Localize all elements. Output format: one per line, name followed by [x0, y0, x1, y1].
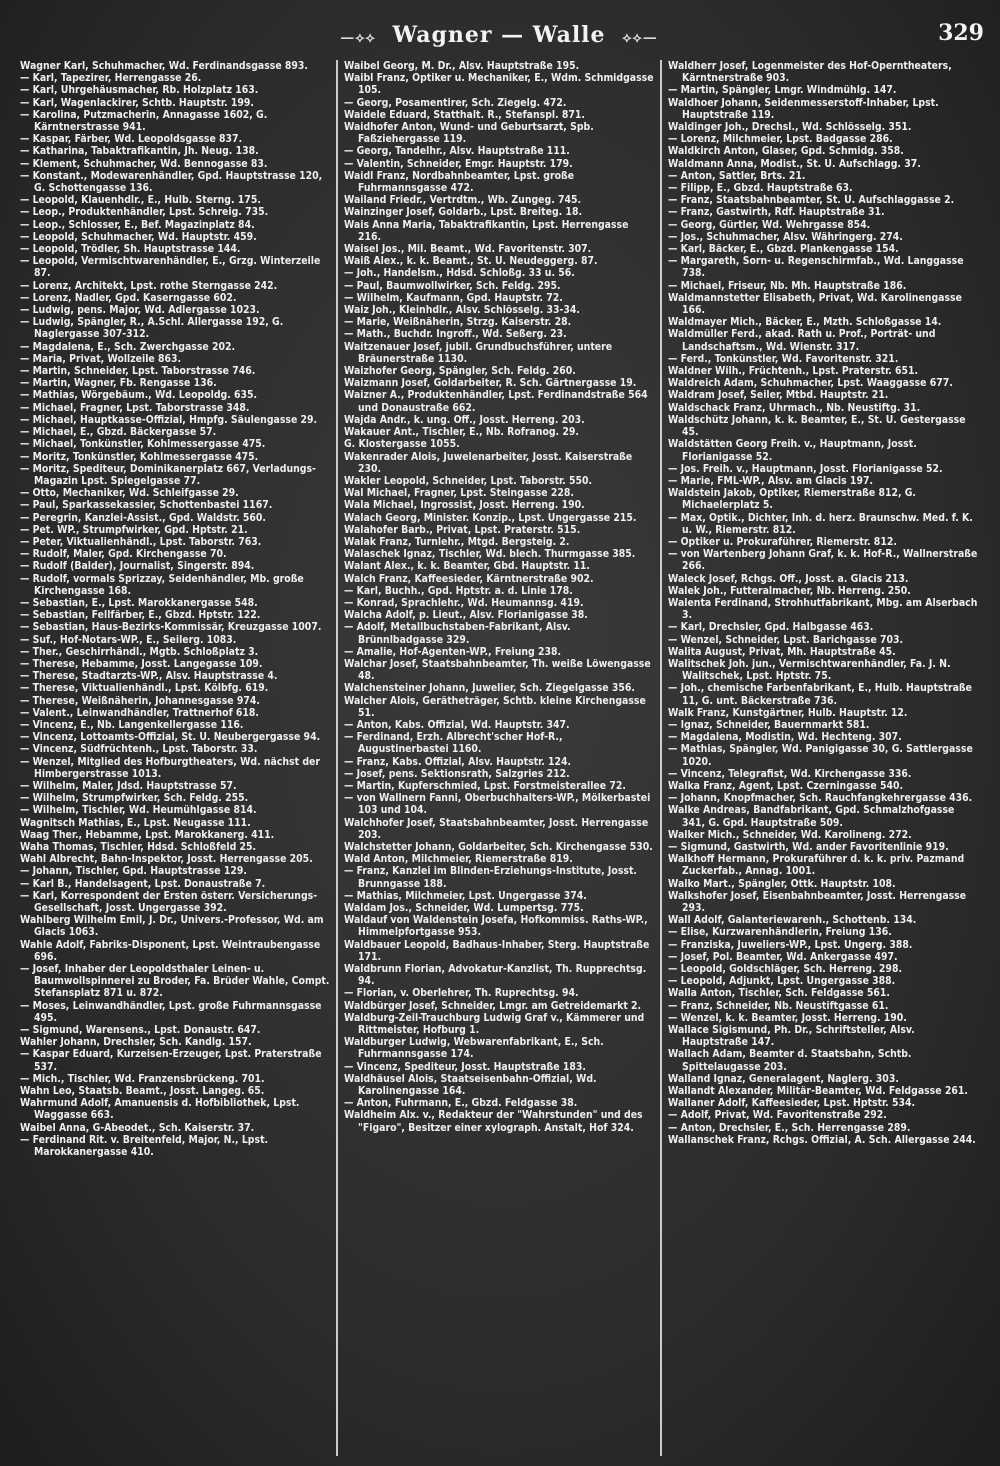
directory-entry: — Valentin, Schneider, Emgr. Hauptstr. 179.: [344, 157, 573, 170]
directory-entry: — Wilhelm, Maler, Jdsd. Hauptstrasse 57.: [20, 779, 237, 792]
directory-entry: — Mich., Tischler, Wd. Franzensbrückeng. 701.: [20, 1072, 265, 1085]
directory-entry: — Ferd., Tonkünstler, Wd. Favoritenstr. 321.: [668, 352, 899, 365]
directory-entry: — Marie, FML-WP., Alsv. am Glacis 197.: [668, 474, 873, 487]
directory-entry: Walita August, Privat, Mh. Hauptstraße 45.: [668, 645, 896, 658]
directory-entry: Walker Mich., Schneider, Wd. Karolineng. 272.: [668, 828, 912, 841]
directory-entry: Waldstein Jakob, Optiker, Riemerstraße 812, G. Michaelerplatz 5.: [668, 487, 916, 512]
directory-entry: — Vincenz, Spediteur, Josst. Hauptstraße 183.: [344, 1060, 586, 1073]
directory-entry: Waldstätten Georg Freih. v., Hauptmann, Josst. Florianigasse 52.: [668, 438, 917, 463]
directory-entry: Waldburg-Zeil-Trauchburg Ludwig Graf v., Kämmerer und Rittmeister, Hofburg 1.: [344, 1011, 645, 1037]
directory-entry: — Vincenz, Telegrafist, Wd. Kirchengasse 336.: [668, 767, 912, 780]
directory-entry: — Wilhelm, Tischler, Wd. Heumühlgasse 814.: [20, 804, 257, 817]
directory-entry: Walcha Adolf, p. Lieut., Alsv. Florianigasse 38.: [344, 609, 588, 622]
directory-entry: Wais Anna Maria, Tabaktrafikantin, Lpst. Herrengasse 216.: [344, 218, 629, 243]
directory-entry: Walchstetter Johann, Goldarbeiter, Sch. Kirchengasse 530.: [344, 841, 653, 853]
directory-entry: Waidl Franz, Nordbahnbeamter, Lpst. große Fuhrmannsgasse 472.: [344, 169, 575, 195]
directory-entry: — Karl, Korrespondent der Ersten österr. Versicherungs-Gesellschaft, Josst. Ungergasse 392.: [20, 889, 318, 915]
directory-entry: Wallanschek Franz, Rchgs. Offizial, A. Sch. Allergasse 244.: [668, 1133, 976, 1146]
directory-entry: Walach Georg, Minister. Konzip., Lpst. Ungergasse 215.: [344, 511, 637, 524]
column-divider: [336, 60, 338, 1456]
directory-entry: Wallaner Adolf, Kaffeesieder, Lpst. Hptstr. 534.: [668, 1097, 916, 1110]
directory-entry: — Adolf, Privat, Wd. Favoritenstraße 292.: [668, 1109, 887, 1122]
directory-entry: — Therese, Viktualienhändl., Lpst. Kölbfg. 619.: [20, 682, 269, 695]
directory-entry: Wallace Sigismund, Ph. Dr., Schriftsteller, Alsv. Hauptstraße 147.: [668, 1024, 915, 1049]
directory-entry: Waag Ther., Hebamme, Lpst. Marokkanerg. 411.: [20, 828, 275, 841]
directory-entry: — Peregrin, Kanzlei-Assist., Gpd. Waldstr. 560.: [20, 511, 266, 524]
directory-entry: Walland Ignaz, Generalagent, Naglerg. 303.: [668, 1072, 899, 1085]
directory-entry: Wagner Karl, Schuhmacher, Wd. Ferdinandsgasse 893.: [20, 60, 308, 72]
directory-entry: — Vincenz, E., Nb. Langenkellergasse 116.: [20, 718, 244, 731]
directory-entry: — Josef, Pol. Beamter, Wd. Ankergasse 497.: [668, 950, 898, 963]
directory-entry: — Valent., Leinwandhändler, Trattnerhof 618.: [20, 706, 259, 719]
directory-entry: — Klement, Schuhmacher, Wd. Bennogasse 83.: [20, 157, 268, 170]
directory-entry: — Anton, Drechsler, E., Sch. Herrengasse 289.: [668, 1121, 911, 1134]
running-title-text: Wagner — Walle: [392, 22, 606, 48]
ornament-left-icon: —⟡⟡: [340, 30, 376, 46]
directory-entry: Waldmüller Ferd., akad. Rath u. Prof., Porträt- und Landschaftsm., Wd. Wienstr. 317.: [668, 328, 936, 353]
directory-entry: — Katharina, Tabaktrafikantin, Jh. Neug. 138.: [20, 145, 259, 158]
directory-entry: — Jos. Freih. v., Hauptmann, Josst. Florianigasse 52.: [668, 462, 943, 475]
directory-entry: Wagnitsch Mathias, E., Lpst. Neugasse 111.: [20, 816, 251, 829]
directory-entry: — Franz, Staatsbahnbeamter, St. U. Aufschlaggasse 2.: [668, 194, 955, 207]
directory-entry: Walch Franz, Kaffeesieder, Kärntnerstraße 902.: [344, 572, 594, 585]
directory-entry: Wala Michael, Ingrossist, Josst. Herreng. 190.: [344, 499, 585, 512]
directory-entry: Walenta Ferdinand, Strohhutfabrikant, Mbg. am Alserbach 3.: [668, 596, 978, 622]
directory-entry: — Sebastian, Haus-Bezirks-Kommissär, Kreuzgasse 1007.: [20, 621, 322, 634]
directory-entry: — Martin, Wagner, Fb. Rengasse 136.: [20, 377, 217, 390]
directory-entry: Waldreich Adam, Schuhmacher, Lpst. Waaggasse 677.: [668, 377, 953, 390]
directory-entry: Waldburger Ludwig, Webwarenfabrikant, E., Sch. Fuhrmannsgasse 174.: [344, 1036, 604, 1061]
directory-entry: — Karl, Tapezirer, Herrengasse 26.: [20, 72, 202, 85]
directory-entry: Waldam Jos., Schneider, Wd. Lumpertsg. 775.: [344, 902, 584, 915]
directory-entry: — Peter, Viktualienhändl., Lpst. Taborstr. 763.: [20, 535, 262, 548]
directory-entry: — Wenzel, Schneider, Lpst. Barichgasse 703.: [668, 633, 904, 646]
directory-entry: — Leopold, Trödler, Sh. Hauptstrasse 144.: [20, 243, 241, 256]
directory-entry: Wal Michael, Fragner, Lpst. Steingasse 228.: [344, 487, 574, 500]
directory-entry: — Suf., Hof-Notars-WP., E., Seilerg. 1083.: [20, 633, 237, 646]
directory-entry: — Pet. WP., Strumpfwirker, Gpd. Hptstr. 21.: [20, 523, 248, 536]
directory-entry: — Paul, Sparkassekassier, Schottenbastei 1167.: [20, 499, 273, 512]
directory-entry: — von Wallnern Fanni, Oberbuchhalters-WP., Mölkerbastei 103 und 104.: [344, 792, 651, 817]
directory-entry: — Paul, Baumwollwirker, Sch. Feldg. 295.: [344, 279, 561, 292]
directory-entry: — Johann, Tischler, Gpd. Hauptstrasse 129.: [20, 865, 247, 878]
directory-entry: — Franz, Schneider, Nb. Neustiftgasse 61.: [668, 999, 889, 1012]
directory-entry: Wall Adolf, Galanteriewarenh., Schottenb. 134.: [668, 914, 917, 927]
directory-entry: — Karl, Bäcker, E., Gbzd. Plankengasse 154.: [668, 243, 899, 256]
directory-entry: Waiz Joh., Kleinhdlr., Alsv. Schlösselg. 33-34.: [344, 304, 580, 317]
directory-entry: — Leopold, Klauenhdlr., E., Hulb. Sterng. 175.: [20, 194, 261, 207]
directory-entry: Wallandt Alexander, Militär-Beamter, Wd. Feldgasse 261.: [668, 1085, 968, 1098]
directory-entry: — Michael, Tonkünstler, Kohlmessergasse 475.: [20, 438, 266, 451]
directory-entry: — Moritz, Spediteur, Dominikanerplatz 667, Verladungs-Magazin Lpst. Spiegelgasse 77.: [20, 462, 316, 487]
directory-entry: — Wenzel, Mitglied des Hofburgtheaters, Wd. nächst der Himbergerstrasse 1013.: [20, 755, 320, 780]
directory-entry: Wakenrader Alois, Juwelenarbeiter, Josst. Kaiserstraße 230.: [344, 450, 633, 475]
directory-entry: Waizmann Josef, Goldarbeiter, R. Sch. Gärtnergasse 19.: [344, 377, 637, 390]
directory-entry: Waldhoer Johann, Seidenmesserstoff-Inhaber, Lpst. Hauptstraße 119.: [668, 96, 939, 121]
directory-entry: — Franziska, Juweliers-WP., Lpst. Ungerg. 388.: [668, 938, 913, 951]
directory-entry: — Leopold, Schuhmacher, Wd. Hauptstr. 459.: [20, 230, 257, 243]
directory-entry: — Amalie, Hof-Agenten-WP., Freiung 238.: [344, 645, 562, 658]
directory-entry: — Michael, Hauptkasse-Offizial, Hmpfg. Säulengasse 29.: [20, 413, 318, 426]
directory-entry: — Maria, Privat, Wollzeile 863.: [20, 352, 182, 365]
directory-entry: — Franz, Gastwirth, Rdf. Hauptstraße 31.: [668, 206, 885, 219]
ornament-right-icon: ⟡⟡—: [622, 30, 658, 46]
directory-entry: — Moritz, Tonkünstler, Kohlmessergasse 475.: [20, 450, 259, 463]
directory-entry: Waha Thomas, Tischler, Hdsd. Schloßfeld 25.: [20, 841, 257, 853]
directory-entry: — Konrad, Sprachlehr., Wd. Heumannsg. 419.: [344, 596, 584, 609]
directory-entry: — Kaspar Eduard, Kurzeisen-Erzeuger, Lpst. Praterstraße 537.: [20, 1048, 322, 1073]
directory-entry: — Ignaz, Schneider, Bauernmarkt 581.: [668, 718, 870, 731]
directory-entry: — Georg, Posamentirer, Sch. Ziegelg. 472.: [344, 96, 567, 109]
directory-entry: Waldmayer Mich., Bäcker, E., Mzth. Schloßgasse 14.: [668, 316, 942, 329]
column-2: [338, 60, 660, 1456]
directory-entry: — Mathias, Milchmeier, Lpst. Ungergasse 374.: [344, 889, 587, 902]
directory-entry: — Leopold, Adjunkt, Lpst. Ungergasse 388.: [668, 975, 896, 988]
directory-entry: — Wilhelm, Kaufmann, Gpd. Hauptstr. 72.: [344, 291, 563, 304]
directory-entry: — Math., Buchdr. Ingroff., Wd. Seßerg. 23.: [344, 328, 567, 341]
directory-entry: — Martin, Kupferschmied, Lpst. Forstmeisterallee 72.: [344, 779, 626, 792]
directory-entry: — Therese, Hebamme, Josst. Langegasse 109.: [20, 657, 263, 670]
directory-entry: — Mathias, Wörgebäum., Wd. Leopoldg. 635.: [20, 389, 258, 402]
directory-entry: Wahl Albrecht, Bahn-Inspektor, Josst. Herrengasse 205.: [20, 853, 313, 866]
directory-entry: — Martin, Spängler, Lmgr. Windmühlg. 147.: [668, 84, 897, 97]
directory-entry: — Josef, Inhaber der Leopoldsthaler Leinen- u. Baumwollspinnerei zu Broder, Fa. Brüder Wahle, Compt. Stefansplatz 871 u. 872.: [20, 963, 330, 1000]
directory-entry: — Karl, Uhrgehäusmacher, Rb. Holzplatz 163.: [20, 84, 259, 97]
directory-entry: Wailand Friedr., Vertrdtm., Wb. Zungeg. 745.: [344, 194, 582, 207]
directory-entry: Waleck Josef, Rchgs. Off., Josst. a. Glacis 213.: [668, 572, 909, 585]
directory-entry: — Johann, Knopfmacher, Sch. Rauchfangkehrergasse 436.: [668, 792, 973, 805]
directory-entry: Wajda Andr., k. ung. Off., Josst. Herreng. 203.: [344, 413, 585, 426]
directory-entry: — Vincenz, Südfrüchtenh., Lpst. Taborstr. 33.: [20, 743, 258, 756]
directory-entry: — Anton, Kabs. Offizial, Wd. Hauptstr. 347.: [344, 718, 570, 731]
directory-entry: — von Wartenberg Johann Graf, k. k. Hof-R., Wallnerstraße 266.: [668, 548, 978, 573]
directory-entry: Wahn Leo, Staatsb. Beamt., Josst. Langeg. 65.: [20, 1085, 265, 1098]
directory-entry: — Michael, E., Gbzd. Bäckergasse 57.: [20, 426, 217, 439]
column-1: [14, 60, 336, 1456]
directory-entry: — Leop., Produktenhändler, Lpst. Schreig. 735.: [20, 206, 269, 219]
directory-entry: — Karl, Buchh., Gpd. Hptstr. a. d. Linie 178.: [344, 584, 573, 597]
directory-entry: Walitschek Joh. jun., Vermischtwarenhändler, Fa. J. N. Walitschek, Lpst. Hptstr. 75.: [668, 657, 951, 683]
directory-entry: — Rudolf, vormals Sprizzay, Seidenhändler, Mb. große Kirchengasse 168.: [20, 572, 304, 597]
directory-entry: — Karolina, Putzmacherin, Annagasse 1602, G. Kärntnerstrasse 941.: [20, 108, 268, 134]
directory-entry: Waldner Wilh., Früchtenh., Lpst. Praterstr. 651.: [668, 365, 919, 378]
directory-entry: — Therese, Weißnäherin, Johannesgasse 974.: [20, 694, 260, 707]
directory-entry: Walahofer Barb., Privat, Lpst. Praterstr. 515.: [344, 523, 581, 536]
directory-entry: Waizhofer Georg, Spängler, Sch. Feldg. 260.: [344, 365, 576, 378]
directory-entry: Waisel Jos., Mil. Beamt., Wd. Favoritenstr. 307.: [344, 243, 592, 256]
directory-entry: — Magdalena, Modistin, Wd. Hechteng. 307.: [668, 731, 902, 744]
directory-entry: — Karl, Wagenlackirer, Schtb. Hauptstr. 199.: [20, 96, 254, 109]
directory-entry: — Sebastian, Fellfärber, E., Gbzd. Hptstr. 122.: [20, 609, 261, 622]
directory-entry: — Jos., Schuhmacher, Alsv. Währingerg. 274.: [668, 230, 903, 243]
directory-entry: — Filipp, E., Gbzd. Hauptstraße 63.: [668, 182, 853, 195]
directory-entry: Wahlberg Wilhelm Emil, J. Dr., Univers.-Professor, Wd. am Glacis 1063.: [20, 914, 324, 939]
directory-entry: Walchar Josef, Staatsbahnbeamter, Th. weiße Löwengasse 48.: [344, 657, 651, 683]
directory-entry: Waibel Georg, M. Dr., Alsv. Hauptstraße 195.: [344, 60, 580, 72]
directory-entry: — Georg, Gürtler, Wd. Wehrgasse 854.: [668, 218, 871, 231]
running-title: [14, 22, 984, 48]
column-3: [662, 60, 984, 1456]
directory-entry: Waldschack Franz, Uhrmach., Nb. Neustiftg. 31.: [668, 401, 921, 414]
directory-entry: Walak Franz, Turnlehr., Mtgd. Bergsteig. 2.: [344, 535, 570, 548]
directory-entry: — Adolf, Metallbuchstaben-Fabrikant, Alsv. Brünnlbadgasse 329.: [344, 621, 571, 646]
directory-entry: Wakler Leopold, Schneider, Lpst. Taborstr. 550.: [344, 474, 593, 487]
directory-entry: Waldbrunn Florian, Advokatur-Kanzlist, Th. Rupprechtsg. 94.: [344, 963, 647, 988]
directory-entry: — Michael, Friseur, Nb. Mh. Hauptstraße 186.: [668, 279, 907, 292]
directory-entry: — Sigmund, Warensens., Lpst. Donaustr. 647.: [20, 1024, 261, 1037]
directory-entry: — Michael, Fragner, Lpst. Taborstrasse 348.: [20, 401, 250, 414]
directory-entry: Walkshofer Josef, Eisenbahnbeamter, Josst. Herrengasse 293.: [668, 889, 967, 915]
directory-entry: — Vincenz, Lottoamts-Offizial, St. U. Neubergergasse 94.: [20, 731, 321, 744]
directory-entry: Waldmann Anna, Modist., St. U. Aufschlagg. 37.: [668, 157, 921, 170]
directory-entry: — Magdalena, E., Sch. Zwerchgasse 202.: [20, 340, 236, 353]
directory-entry: — Rudolf, Maler, Gpd. Kirchengasse 70.: [20, 548, 227, 561]
directory-entry: — Leop., Schlosser, E., Bef. Magazinplatz 84.: [20, 218, 255, 231]
page-header: [14, 12, 984, 60]
directory-entry: — Wilhelm, Strumpfwirker, Sch. Feldg. 255.: [20, 792, 249, 805]
directory-entry: — Margareth, Sorn- u. Regenschirmfab., Wd. Langgasse 738.: [668, 255, 964, 280]
directory-entry: Waldkirch Anton, Glaser, Gpd. Schmidg. 358.: [668, 145, 904, 158]
directory-entry: Waldhäusel Alois, Staatseisenbahn-Offizial, Wd. Karolinengasse 164.: [344, 1072, 597, 1098]
directory-entry: — Florian, v. Oberlehrer, Th. Ruprechtsg. 94.: [344, 987, 579, 1000]
directory-entry: Waldmannstetter Elisabeth, Privat, Wd. Karolinengasse 166.: [668, 291, 962, 317]
directory-entry: Walant Alex., k. k. Beamter, Gbd. Hauptstr. 11.: [344, 560, 590, 573]
directory-entry: — Lorenz, Nadler, Gpd. Kaserngasse 602.: [20, 291, 237, 304]
directory-entry: — Ferdinand Rit. v. Breitenfeld, Major, N., Lpst. Marokkanergasse 410.: [20, 1133, 269, 1159]
directory-entry: Walchhofer Josef, Staatsbahnbeamter, Josst. Herrengasse 203.: [344, 816, 649, 841]
directory-entry: — Lorenz, Milchmeier, Lpst. Badgasse 286.: [668, 133, 893, 146]
directory-entry: Walke Andreas, Bandfabrikant, Gpd. Schmalzhofgasse 341, G. Gpd. Hauptstraße 509.: [668, 804, 955, 829]
directory-entry: Waidhofer Anton, Wund- und Geburtsarzt, Spb. Faßziehergasse 119.: [344, 121, 594, 146]
directory-entry: Waiß Alex., k. k. Beamt., St. U. Neudeggerg. 87.: [344, 255, 598, 268]
directory-entry: — Ther., Geschirrhändl., Mgtb. Schloßplatz 3.: [20, 645, 259, 658]
directory-entry: — Anton, Fuhrmann, E., Gbzd. Feldgasse 38.: [344, 1097, 578, 1110]
directory-entry: — Mathias, Spängler, Wd. Panigigasse 30, G. Sattlergasse 1020.: [668, 743, 973, 768]
directory-entry: Waitzenauer Josef, jubil. Grundbuchsführer, untere Bräunerstraße 1130.: [344, 340, 613, 365]
directory-entry: Waidele Eduard, Statthalt. R., Stefanspl. 871.: [344, 108, 585, 121]
directory-entry: Walchensteiner Johann, Juwelier, Sch. Ziegelgasse 356.: [344, 682, 635, 695]
directory-entry: Waldram Josef, Seiler, Mtbd. Hauptstr. 21.: [668, 389, 889, 402]
directory-columns: [14, 60, 984, 1456]
directory-entry: — Martin, Schneider, Lpst. Taborstrasse 746.: [20, 365, 256, 378]
directory-entry: Walek Joh., Futteralmacher, Nb. Herreng. 250.: [668, 584, 911, 597]
directory-entry: Waldschütz Johann, k. k. Beamter, E., St. U. Gestergasse 45.: [668, 413, 966, 439]
directory-entry: Waldbauer Leopold, Badhaus-Inhaber, Sterg. Hauptstraße 171.: [344, 938, 650, 963]
directory-entry: Walcher Alois, Gerätheträger, Schtb. kleine Kirchengasse 51.: [344, 694, 646, 719]
directory-entry: — Josef, pens. Sektionsrath, Salzgries 212.: [344, 767, 570, 780]
directory-entry: Walaschek Ignaz, Tischler, Wd. blech. Thurmgasse 385.: [344, 548, 636, 561]
directory-entry: Waldherr Josef, Logenmeister des Hof-Operntheaters, Kärntnerstraße 903.: [668, 60, 952, 85]
directory-entry: — Sebastian, E., Lpst. Marokkanergasse 548.: [20, 596, 258, 609]
directory-entry: — Max, Optik., Dichter, Inh. d. herz. Braunschw. Med. f. K. u. W., Riemerstr. 812.: [668, 511, 973, 536]
directory-entry: Wallach Adam, Beamter d. Staatsbahn, Schtb. Spittelaugasse 203.: [668, 1048, 912, 1073]
directory-entry: Walk Franz, Kunstgärtner, Hulb. Hauptstr. 12.: [668, 706, 908, 719]
directory-entry: — Elise, Kurzwarenhändlerin, Freiung 136.: [668, 926, 892, 939]
directory-entry: — Kaspar, Färber, Wd. Leopoldsgasse 837.: [20, 133, 243, 146]
directory-entry: Wakauer Ant., Tischler, E., Nb. Rofranog. 29.: [344, 426, 579, 439]
page-number: 329: [938, 20, 984, 46]
directory-entry: — Wenzel, k. k. Beamter, Josst. Herreng. 190.: [668, 1011, 907, 1024]
directory-entry: — Otto, Mechaniker, Wd. Schleifgasse 29.: [20, 487, 239, 500]
directory-entry: Walkhoff Hermann, Prokuraführer d. k. k. priv. Pazmand Zuckerfab., Annag. 1001.: [668, 853, 965, 878]
directory-entry: Waibel Anna, G-Abeodet., Sch. Kaiserstr. 37.: [20, 1121, 255, 1134]
directory-entry: — Rudolf (Balder), Journalist, Singerstr. 894.: [20, 560, 255, 573]
directory-entry: Walko Mart., Spängler, Ottk. Hauptstr. 108.: [668, 877, 896, 890]
directory-entry: — Lorenz, Architekt, Lpst. rothe Sterngasse 242.: [20, 279, 278, 292]
directory-entry: — Konstant., Modewarenhändler, Gpd. Hauptstrasse 120, G. Schottengasse 136.: [20, 169, 323, 195]
directory-entry: — Ludwig, pens. Major, Wd. Adlergasse 1023.: [20, 304, 260, 317]
directory-entry: Wahrmund Adolf, Amanuensis d. Hofbibliothek, Lpst. Waggasse 663.: [20, 1097, 300, 1122]
directory-entry: Waldheim Alx. v., Redakteur der "Wahrstunden" und des "Figaro", Besitzer einer xylograph. Anstalt, Hof 324.: [344, 1109, 643, 1134]
directory-entry: — Marie, Weißnäherin, Strzg. Kaiserstr. 28.: [344, 316, 572, 329]
directory-entry: Waizner A., Produktenhändler, Lpst. Ferdinandstraße 564 und Donaustraße 662.: [344, 389, 648, 414]
directory-entry: — Leopold, Vermischtwarenhändler, E., Grzg. Winterzeile 87.: [20, 255, 321, 280]
directory-entry: — Franz, Kabs. Offizial, Alsv. Hauptstr. 124.: [344, 755, 572, 768]
directory-entry: — Ludwig, Spängler, R., A.Schl. Allergasse 192, G. Naglergasse 307-312.: [20, 316, 284, 341]
directory-entry: — Karl B., Handelsagent, Lpst. Donaustraße 7.: [20, 877, 266, 890]
directory-entry: — Leopold, Goldschläger, Sch. Herreng. 298.: [668, 963, 902, 976]
directory-entry: Walla Anton, Tischler, Sch. Feldgasse 561.: [668, 987, 890, 1000]
directory-entry: Wainzinger Josef, Goldarb., Lpst. Breiteg. 18.: [344, 206, 582, 219]
directory-entry: — Sigmund, Gastwirth, Wd. ander Favoritenlinie 919.: [668, 841, 949, 853]
directory-entry: — Georg, Tandelhr., Alsv. Hauptstraße 111.: [344, 145, 570, 158]
directory-entry: — Therese, Stadtarzts-WP., Alsv. Hauptstrasse 4.: [20, 670, 278, 683]
directory-entry: Waldinger Joh., Drechsl., Wd. Schlösselg. 351.: [668, 121, 912, 134]
directory-entry: — Moses, Leinwandhändler, Lpst. große Fuhrmannsgasse 495.: [20, 999, 322, 1024]
directory-entry: Wahle Adolf, Fabriks-Disponent, Lpst. Weintraubengasse 696.: [20, 938, 321, 963]
directory-entry: — Optiker u. Prokuraführer, Riemerstr. 812.: [668, 535, 897, 548]
directory-entry: — Joh., chemische Farbenfabrikant, E., Hulb. Hauptstraße 11, G. unt. Bäckerstraße 736.: [668, 682, 972, 707]
directory-entry: Waibl Franz, Optiker u. Mechaniker, E., Wdm. Schmidgasse 105.: [344, 72, 654, 97]
directory-entry: Waldauf von Waldenstein Josefa, Hofkommiss. Raths-WP., Himmelpfortgasse 953.: [344, 914, 648, 939]
directory-entry: — Anton, Sattler, Brts. 21.: [668, 169, 806, 182]
directory-entry: — Joh., Handelsm., Hdsd. Schloßg. 33 u. 56.: [344, 267, 575, 280]
directory-entry: Walka Franz, Agent, Lpst. Czerningasse 540.: [668, 779, 904, 792]
directory-entry: — Karl, Drechsler, Gpd. Halbgasse 463.: [668, 621, 874, 634]
directory-entry: Wahler Johann, Drechsler, Sch. Kandlg. 157.: [20, 1036, 252, 1049]
directory-entry: G. Klostergasse 1055.: [344, 438, 460, 451]
directory-entry: — Franz, Kanzlei im Blinden-Erziehungs-Institute, Josst. Brunngasse 188.: [344, 865, 637, 890]
directory-entry: Wald Anton, Milchmeier, Riemerstraße 819.: [344, 853, 573, 866]
directory-entry: Waldbürger Josef, Schneider, Lmgr. am Getreidemarkt 2.: [344, 999, 642, 1012]
column-divider: [660, 60, 662, 1456]
directory-entry: — Ferdinand, Erzh. Albrecht'scher Hof-R., Augustinerbastei 1160.: [344, 731, 563, 756]
